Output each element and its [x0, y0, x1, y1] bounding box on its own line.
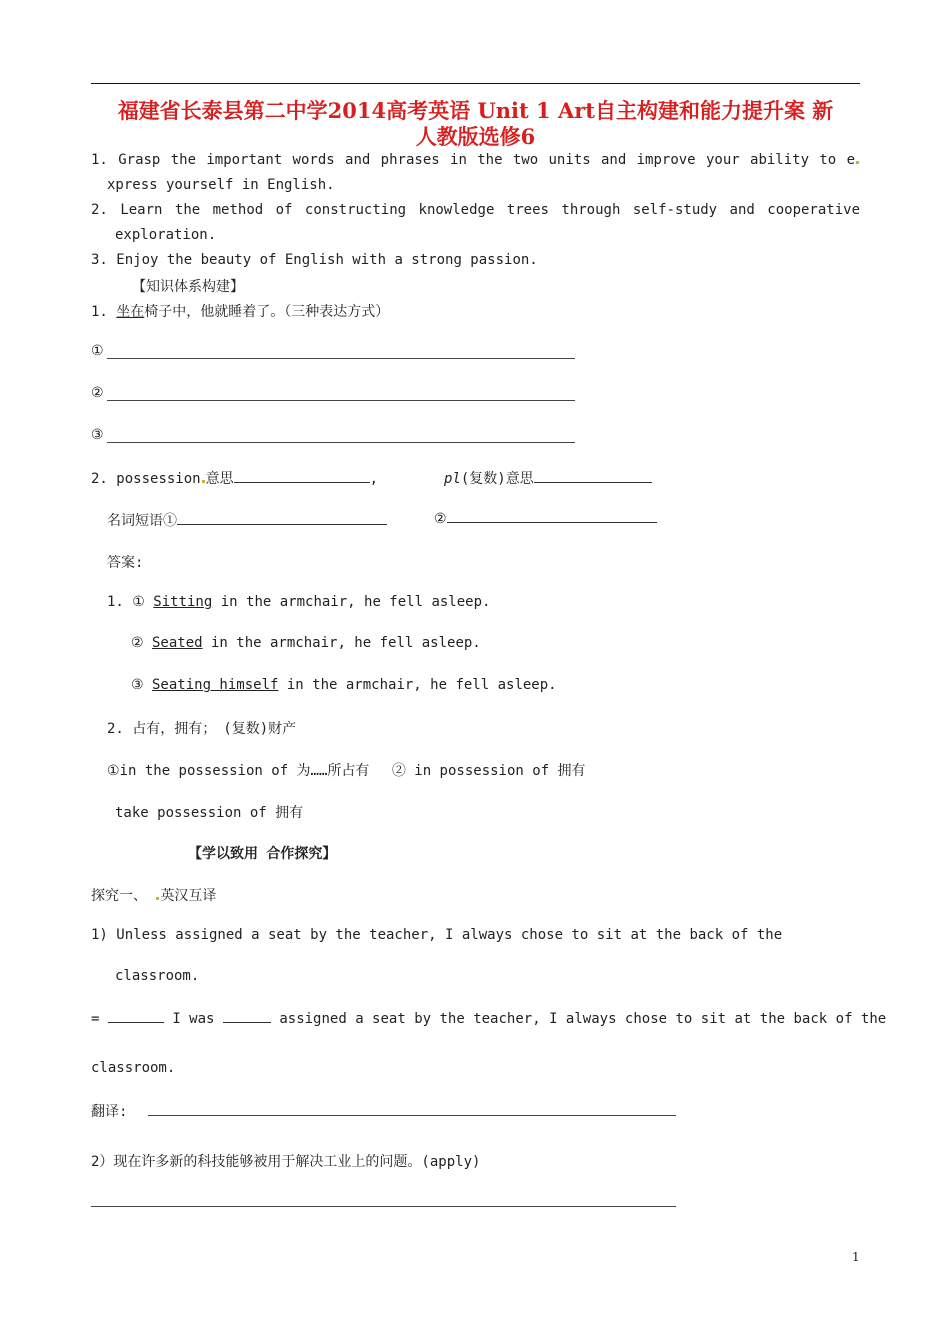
noun-phrase-blank-1[interactable]: [177, 512, 387, 525]
highlight-mark: [156, 897, 159, 900]
highlight-mark: [856, 161, 859, 164]
explore-1-heading: 探究一、 英汉互译: [91, 888, 217, 904]
noun-phrase-row: 名词短语①: [107, 510, 387, 530]
answer-1-2: ② Seated in the armchair, he fell asleep.: [131, 635, 481, 651]
section-heading-practice: 【学以致用 合作探究】: [188, 846, 337, 862]
blank-marker-3: ③: [91, 427, 104, 443]
answers-label: 答案:: [107, 555, 144, 571]
item-2-sentence: 2）现在许多新的科技能够被用于解决工业上的问题。(apply): [91, 1154, 481, 1170]
rewrite-blank-1[interactable]: [108, 1010, 164, 1023]
plural-meaning: pl(复数)意思: [444, 468, 652, 488]
item-2-answer-blank[interactable]: [91, 1206, 676, 1207]
page-number: 1: [852, 1250, 860, 1264]
item-1-rewrite: = I was assigned a seat by the teacher, I always chose to sit at the back of the: [91, 1011, 887, 1027]
objective-2-cont: exploration.: [115, 227, 217, 243]
blank-marker-1: ①: [91, 343, 104, 359]
objective-1: 1. Grasp the important words and phrases in the two units and improve your ability to e: [91, 152, 860, 168]
answer-blank-2[interactable]: [107, 400, 575, 401]
answer-2: 2. 占有，拥有； (复数)财产: [107, 721, 297, 737]
item-1-sentence: 1) Unless assigned a seat by the teacher, I always chose to sit at the back of the: [91, 927, 783, 943]
answer-2-phrase3: take possession of 拥有: [115, 805, 304, 821]
plural-meaning-blank[interactable]: [534, 470, 652, 483]
noun-phrase-row-2: ②: [434, 510, 657, 527]
noun-phrase-blank-2[interactable]: [447, 510, 657, 523]
objective-3: 3. Enjoy the beauty of English with a strong passion.: [91, 252, 538, 268]
question-2: 2. possession 意思 ,: [91, 471, 379, 487]
answer-1-3: ③ Seating himself in the armchair, he fell asleep.: [131, 677, 557, 693]
document-title-line1: 福建省长泰县第二中学2014高考英语 Unit 1 Art自主构建和能力提升案 新: [117, 98, 834, 123]
document-title-line2: 人教版选修6: [415, 124, 536, 149]
rewrite-blank-2[interactable]: [223, 1010, 271, 1023]
section-heading-knowledge: 【知识体系构建】: [132, 279, 244, 295]
translation-blank[interactable]: [148, 1115, 676, 1116]
answer-blank-1[interactable]: [107, 358, 575, 359]
objective-2: 2. Learn the method of constructing knowledge trees through self-study and cooperative: [91, 202, 860, 218]
translate-label: 翻译:: [91, 1104, 128, 1120]
highlight-mark: [202, 480, 205, 483]
answer-blank-3[interactable]: [107, 442, 575, 443]
objective-1-cont: xpress yourself in English.: [107, 177, 335, 193]
question-1: 1. 坐在椅子中，他就睡着了。（三种表达方式）: [91, 304, 390, 320]
item-1-sentence-cont: classroom.: [115, 968, 200, 984]
item-1-rewrite-cont: classroom.: [91, 1060, 176, 1076]
meaning-blank[interactable]: [234, 470, 370, 483]
answer-1-1: 1. ① Sitting in the armchair, he fell asleep.: [107, 594, 491, 610]
blank-marker-2: ②: [91, 385, 104, 401]
header-rule: [91, 83, 860, 84]
answer-2-phrases: ①in the possession of 为……所占有 ② in possession of 拥有: [107, 763, 586, 779]
